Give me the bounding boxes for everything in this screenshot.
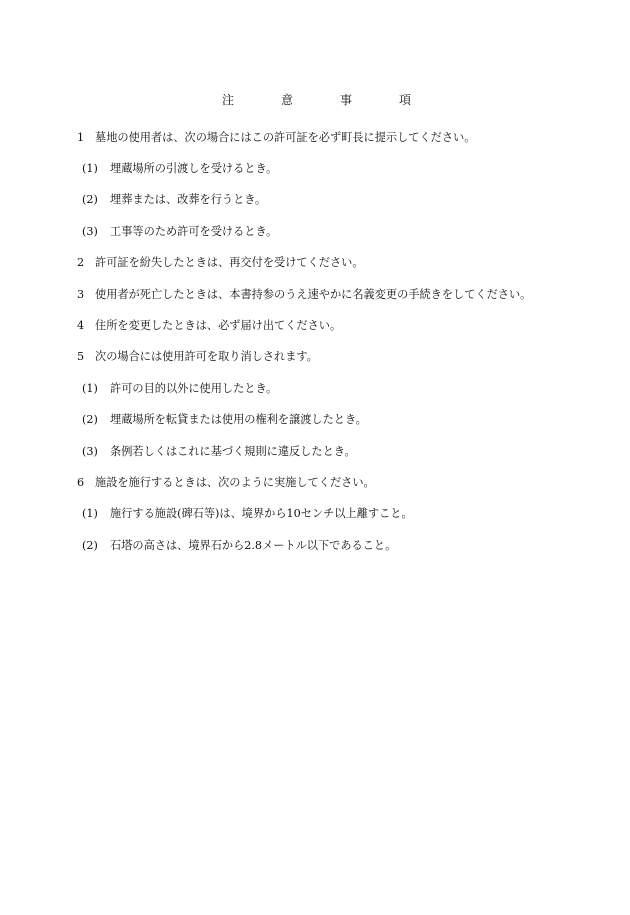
title-char: 項 <box>399 93 412 107</box>
notice-item <box>0 122 630 153</box>
item-text: 施設を施行するときは、次のように実施してください。 <box>95 475 375 489</box>
item-text: 使用者が死亡したときは、本書持参のうえ速やかに名義変更の手続きをしてください。 <box>95 287 532 301</box>
title-char: 事 <box>340 93 353 107</box>
notice-list <box>0 122 630 561</box>
notice-item <box>0 279 630 310</box>
item-text: 次の場合には使用許可を取り消しされます。 <box>95 350 318 364</box>
page-title <box>222 92 411 108</box>
item-number: (2) <box>82 413 98 427</box>
notice-subitem <box>0 436 630 467</box>
item-number: 2 <box>77 256 85 270</box>
item-text: 工事等のため許可を受けるとき。 <box>110 224 278 238</box>
item-number: (1) <box>82 162 98 176</box>
item-number: (1) <box>82 381 98 395</box>
item-text: 埋蔵場所の引渡しを受けるとき。 <box>110 162 278 176</box>
item-number: 3 <box>77 287 85 301</box>
item-number: (2) <box>82 193 98 207</box>
notice-subitem <box>0 216 630 247</box>
item-number: (1) <box>82 507 98 521</box>
item-text: 住所を変更したときは、必ず届け出てください。 <box>95 319 342 333</box>
notice-item <box>0 248 630 279</box>
item-number: 1 <box>77 130 85 144</box>
item-text: 許可証を紛失したときは、再交付を受けてください。 <box>95 256 364 270</box>
item-number: 4 <box>77 319 85 333</box>
item-text: 埋蔵場所を転貸または使用の権利を譲渡したとき。 <box>110 413 367 427</box>
title-char: 注 <box>222 93 235 107</box>
notice-item <box>0 467 630 498</box>
notice-subitem <box>0 405 630 436</box>
item-text: 埋葬または、改葬を行うとき。 <box>110 193 267 207</box>
notice-subitem <box>0 153 630 184</box>
item-number: (3) <box>82 444 98 458</box>
item-number: 6 <box>77 475 85 489</box>
notice-item <box>0 342 630 373</box>
item-number: (2) <box>82 538 98 552</box>
notice-subitem <box>0 185 630 216</box>
notice-subitem <box>0 530 630 561</box>
item-number: 5 <box>77 350 85 364</box>
notice-subitem <box>0 373 630 404</box>
notice-item <box>0 310 630 341</box>
item-text: 石塔の高さは、境界石から2.8メートル以下であること。 <box>110 538 397 552</box>
notice-subitem <box>0 499 630 530</box>
item-text: 条例若しくはこれに基づく規則に違反したとき。 <box>110 444 356 458</box>
title-char: 意 <box>281 93 294 107</box>
item-number: (3) <box>82 224 98 238</box>
item-text: 許可の目的以外に使用したとき。 <box>110 381 278 395</box>
item-text: 施行する施設(碑石等)は、境界から10センチ以上離すこと。 <box>110 507 413 521</box>
item-text: 墓地の使用者は、次の場合にはこの許可証を必ず町長に提示してください。 <box>95 130 476 144</box>
